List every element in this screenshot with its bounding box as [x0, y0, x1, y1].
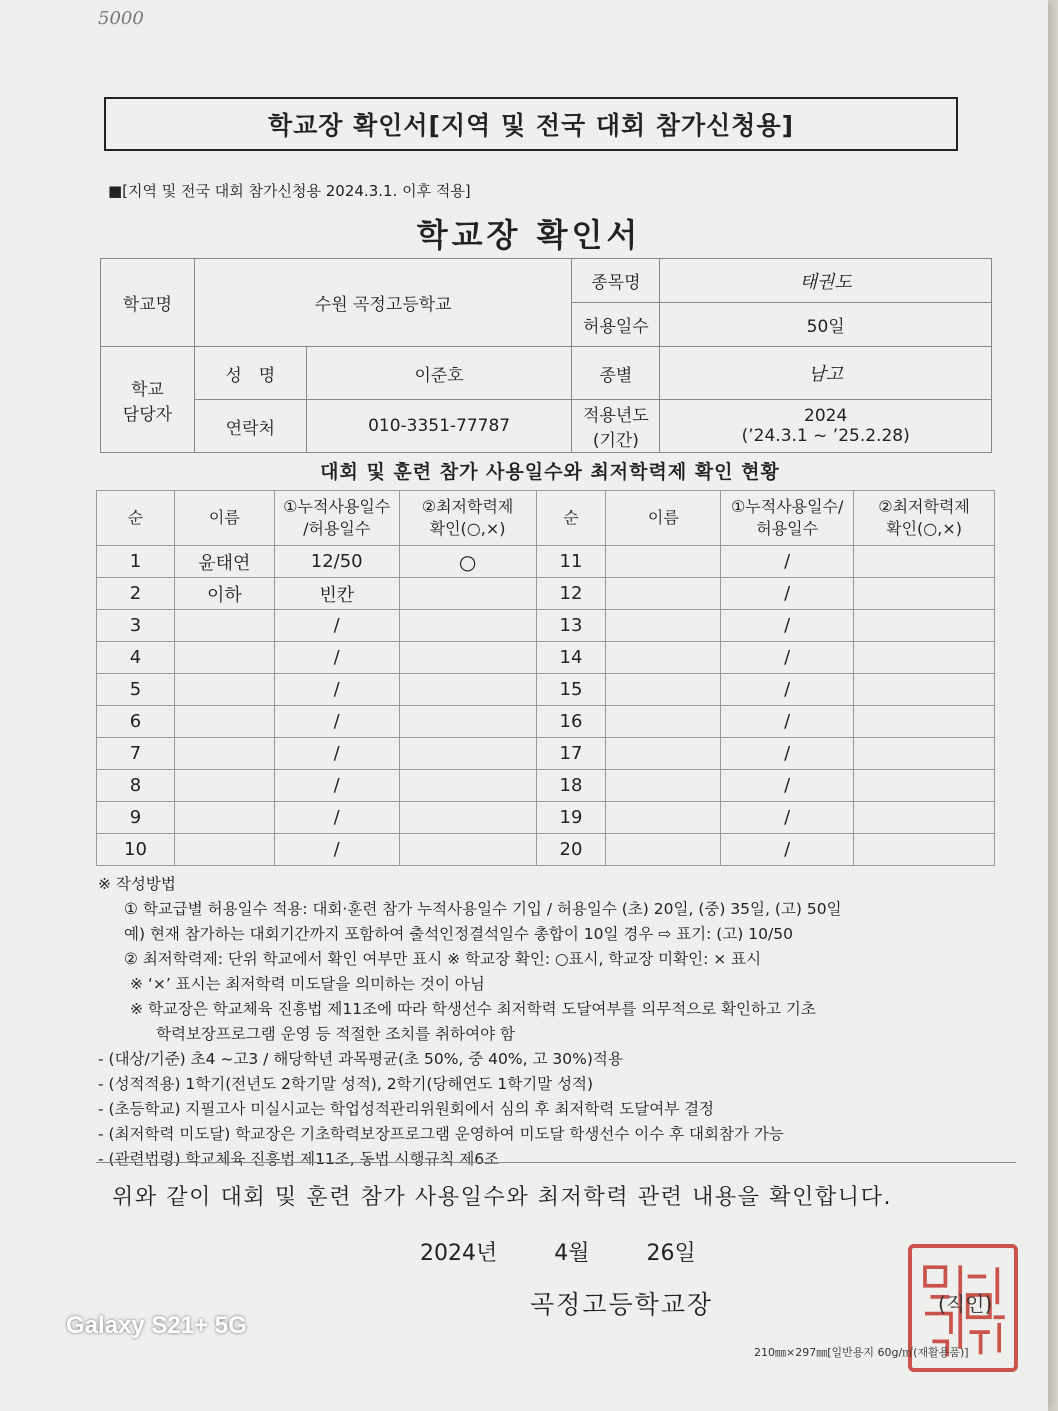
instructions-notes: [98, 872, 1018, 1172]
note-line: ※ 학교장은 학교체육 진흥법 제11조에 따라 학생선수 최저학력 도달여부를 의무적으로 확인하고 기초: [130, 1000, 816, 1018]
header-check-line2: 확인(○,×): [429, 519, 506, 538]
row-days: 빈칸: [274, 578, 399, 610]
table-header-row: [97, 491, 995, 546]
name-value: 이준호: [306, 347, 572, 400]
row-no-right: 17: [536, 738, 606, 770]
allowed-days-value: 50일: [660, 303, 992, 347]
row-days: /: [274, 834, 399, 866]
row-days-right: /: [721, 578, 854, 610]
school-value: 수원 곡정고등학교: [194, 259, 572, 347]
row-name: 이하: [174, 578, 274, 610]
row-days-right: /: [721, 674, 854, 706]
paper-size-note: 210㎜×297㎜[일반용지 60g/㎡(재활용품)]: [754, 1346, 969, 1359]
row-name: [174, 802, 274, 834]
gender-value: 남고: [660, 347, 992, 400]
header-check: [399, 491, 536, 546]
row-days-right: /: [721, 834, 854, 866]
row-days: /: [274, 802, 399, 834]
date-day: 26일: [646, 1241, 696, 1266]
row-name-right: [606, 738, 721, 770]
school-info-table: [100, 258, 992, 453]
row-check-right: [854, 738, 995, 770]
name-label: 성 명: [194, 347, 306, 400]
header-no-right: 순: [536, 491, 606, 546]
table-row: [97, 770, 995, 802]
date-year: 2024년: [420, 1241, 498, 1266]
row-days: /: [274, 706, 399, 738]
table-row: [97, 674, 995, 706]
principal-signature: 곡정고등학교장: [530, 1290, 714, 1319]
row-days-right: /: [721, 546, 854, 578]
divider: [96, 1162, 1016, 1163]
row-check: [399, 642, 536, 674]
row-no-right: 14: [536, 642, 606, 674]
subtitle-note: ■[지역 및 전국 대회 참가신청용 2024.3.1. 이후 적용]: [108, 182, 471, 200]
row-check-right: [854, 834, 995, 866]
row-no: 3: [97, 610, 175, 642]
allowed-days-label: 허용일수: [572, 303, 660, 347]
table-row: [97, 802, 995, 834]
note-line: - (성적적용) 1학기(전년도 2학기말 성적), 2학기(당해연도 1학기말 성적): [98, 1075, 594, 1093]
header-days-right-line2: 허용일수: [756, 519, 819, 538]
row-name: [174, 770, 274, 802]
header-title: 학교장 확인서[지역 및 전국 대회 참가신청용]: [267, 111, 795, 140]
confirm-statement: 위와 같이 대회 및 훈련 참가 사용일수와 최저학력 관련 내용을 확인합니다.: [112, 1185, 893, 1210]
row-no-right: 13: [536, 610, 606, 642]
handwritten-note: 5000: [98, 8, 144, 29]
row-no-right: 16: [536, 706, 606, 738]
row-check-right: [854, 706, 995, 738]
row-no-right: 11: [536, 546, 606, 578]
table-row: [97, 706, 995, 738]
row-check: [399, 834, 536, 866]
header-check-right-line1: ②최저학력제: [878, 497, 970, 517]
row-no-right: 19: [536, 802, 606, 834]
gender-label: 종별: [572, 347, 660, 400]
row-name: [174, 610, 274, 642]
row-no: 2: [97, 578, 175, 610]
row-days: /: [274, 642, 399, 674]
note-line: ※ ‘×’ 표시는 최저학력 미도달을 의미하는 것이 아님: [130, 975, 485, 993]
row-name-right: [606, 770, 721, 802]
page-title: 학교장 확인서: [416, 216, 642, 254]
row-check-right: [854, 674, 995, 706]
table-row: [97, 834, 995, 866]
row-no-right: 12: [536, 578, 606, 610]
row-check-right: [854, 770, 995, 802]
row-check: [399, 802, 536, 834]
row-days: /: [274, 770, 399, 802]
header-check-right-line2: 확인(○,×): [886, 519, 962, 538]
header-name: 이름: [174, 491, 274, 546]
row-check: ○: [399, 546, 536, 578]
sport-value: 태권도: [660, 259, 992, 303]
period-year: 2024: [804, 406, 848, 426]
row-days: /: [274, 738, 399, 770]
row-no: 9: [97, 802, 175, 834]
row-name-right: [606, 610, 721, 642]
sport-label: 종목명: [572, 259, 660, 303]
note-line: 예) 현재 참가하는 대회기간까지 포함하여 출석인정결석일수 총합이 10일 경우 ⇨ 표기: (고) 10/50: [124, 925, 793, 943]
header-title-box: [104, 97, 958, 151]
header-days: [274, 491, 399, 546]
header-days-line1: ①누적사용일수: [283, 497, 391, 517]
period-value: [660, 400, 992, 453]
table-row: [97, 546, 995, 578]
row-check-right: [854, 546, 995, 578]
row-name: [174, 738, 274, 770]
section-title: 대회 및 훈련 참가 사용일수와 최저학력제 확인 현황: [320, 461, 780, 483]
manager-label-line2: 담당자: [122, 404, 173, 425]
table-row: [97, 738, 995, 770]
row-no: 8: [97, 770, 175, 802]
manager-label: [101, 347, 195, 453]
header-name-right: 이름: [606, 491, 721, 546]
row-days: /: [274, 674, 399, 706]
row-no: 7: [97, 738, 175, 770]
row-check: [399, 578, 536, 610]
row-check: [399, 738, 536, 770]
row-no: 4: [97, 642, 175, 674]
contact-value: 010-3351-77787: [306, 400, 572, 453]
note-line: - (초등학교) 지필고사 미실시교는 학업성적관리위원회에서 심의 후 최저학력 도달여부 결정: [98, 1100, 715, 1118]
header-days-right: [721, 491, 854, 546]
row-check-right: [854, 610, 995, 642]
header-no: 순: [97, 491, 175, 546]
row-days: /: [274, 610, 399, 642]
table-row: [97, 578, 995, 610]
row-days-right: /: [721, 706, 854, 738]
issue-date: [420, 1236, 736, 1267]
header-check-right: [854, 491, 995, 546]
row-no: 1: [97, 546, 175, 578]
row-name-right: [606, 642, 721, 674]
header-check-line1: ②최저학력제: [421, 497, 514, 517]
note-line: ② 최저학력제: 단위 학교에서 확인 여부만 표시 ※ 학교장 확인: ○표시, 학교장 미확인: × 표시: [124, 950, 762, 968]
row-days: 12/50: [274, 546, 399, 578]
row-check: [399, 674, 536, 706]
row-days-right: /: [721, 642, 854, 674]
row-check-right: [854, 578, 995, 610]
date-month: 4월: [554, 1241, 590, 1266]
row-no-right: 20: [536, 834, 606, 866]
row-check-right: [854, 802, 995, 834]
row-name-right: [606, 546, 721, 578]
row-days-right: /: [721, 802, 854, 834]
manager-label-line1: 학교: [131, 379, 164, 400]
row-days-right: /: [721, 610, 854, 642]
row-name-right: [606, 706, 721, 738]
period-range: (’24.3.1 ~ ’25.2.28): [741, 426, 910, 446]
row-no-right: 18: [536, 770, 606, 802]
table-row: [97, 642, 995, 674]
row-check-right: [854, 642, 995, 674]
note-line: - (최저학력 미도달) 학교장은 기초학력보장프로그램 운영하여 미도달 학생선수 이수 후 대회참가 가능: [98, 1125, 784, 1143]
header-days-right-line1: ①누적사용일수/: [730, 497, 844, 517]
note-line: ① 학교급별 허용일수 적용: 대회·훈련 참가 누적사용일수 기입 / 허용일수 (초) 20일, (중) 35일, (고) 50일: [124, 900, 842, 918]
row-name: [174, 674, 274, 706]
row-no: 6: [97, 706, 175, 738]
row-check: [399, 770, 536, 802]
note-line: ※ 작성방법: [98, 875, 176, 893]
contact-label: 연락처: [194, 400, 306, 453]
row-name-right: [606, 674, 721, 706]
row-no-right: 15: [536, 674, 606, 706]
note-line: - (관련법령) 학교체육 진흥법 제11조, 동법 시행규칙 제6조: [98, 1150, 500, 1168]
header-days-line2: /허용일수: [303, 519, 371, 538]
row-days-right: /: [721, 738, 854, 770]
note-line: - (대상/기준) 초4 ~고3 / 해당학년 과목평균(초 50%, 중 40%, 고 30%)적용: [98, 1050, 623, 1068]
table-row: [97, 610, 995, 642]
row-name-right: [606, 578, 721, 610]
participation-table: [96, 490, 995, 866]
camera-watermark: Galaxy S21+ 5G: [66, 1312, 247, 1339]
period-label: [572, 400, 660, 453]
period-label-line2: (기간): [592, 431, 639, 451]
row-check: [399, 706, 536, 738]
row-name: [174, 642, 274, 674]
row-name-right: [606, 802, 721, 834]
row-name-right: [606, 834, 721, 866]
row-no: 10: [97, 834, 175, 866]
row-name: [174, 834, 274, 866]
row-name: [174, 706, 274, 738]
seal-label: (직인): [938, 1292, 993, 1316]
row-name: 윤태연: [174, 546, 274, 578]
school-label: 학교명: [101, 259, 195, 347]
period-label-line1: 적용년도: [583, 406, 649, 426]
row-no: 5: [97, 674, 175, 706]
row-days-right: /: [721, 770, 854, 802]
row-check: [399, 610, 536, 642]
note-line: 학력보장프로그램 운영 등 적절한 조치를 취하여야 함: [156, 1025, 515, 1043]
